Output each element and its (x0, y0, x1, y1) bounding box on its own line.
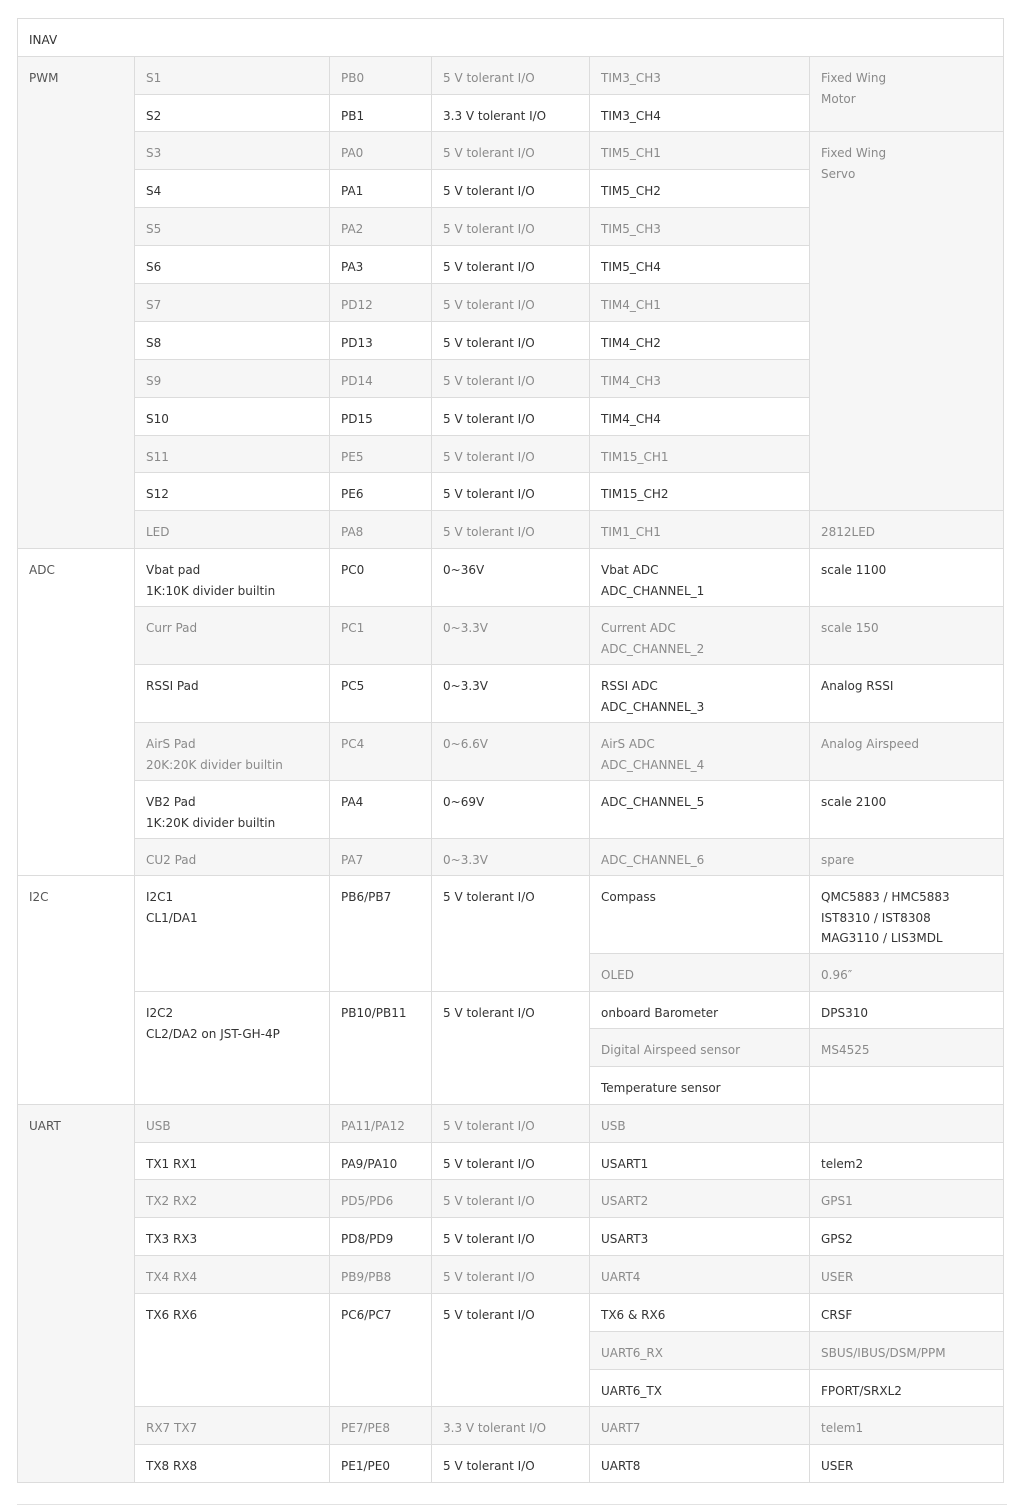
pad-text: Vbat pad (146, 563, 201, 577)
pad-text: CL1/DA1 (146, 910, 198, 925)
range-cell: 0~36V (432, 549, 590, 607)
device-cell: Temperature sensor (590, 1067, 810, 1105)
pad-cell: TX3 RX3 (135, 1218, 330, 1256)
pad-text: Curr Pad (146, 621, 198, 635)
range-cell: 0~3.3V (432, 607, 590, 665)
pad-cell: S4 (135, 170, 330, 208)
use-text: Servo (821, 166, 856, 181)
pad-text: CU2 Pad (146, 853, 197, 867)
pad-text: AirS Pad (146, 737, 196, 751)
channel-text: ADC_CHANNEL_2 (601, 641, 705, 656)
timer-cell: TIM4_CH4 (590, 398, 810, 436)
pad-cell: S5 (135, 208, 330, 246)
channel-text: ADC_CHANNEL_3 (601, 699, 705, 714)
port-cell: UART6_TX (590, 1370, 810, 1407)
pad-cell (135, 665, 330, 723)
pad-cell: TX8 RX8 (135, 1445, 330, 1483)
table-row (18, 992, 1004, 1029)
io-cell: 5 V tolerant I/O (432, 436, 590, 473)
timer-cell: TIM15_CH1 (590, 436, 810, 473)
pin-cell: PB1 (330, 95, 432, 132)
pad-cell (135, 876, 330, 992)
io-cell: 5 V tolerant I/O (432, 511, 590, 549)
pin-cell: PA4 (330, 781, 432, 839)
port-cell: UART8 (590, 1445, 810, 1483)
pad-cell: RX7 TX7 (135, 1407, 330, 1445)
part-text: MAG3110 / LIS3MDL (821, 931, 943, 945)
pad-cell: S8 (135, 322, 330, 360)
range-cell: 0~69V (432, 781, 590, 839)
table-row (18, 1105, 1004, 1143)
pin-cell: PE1/PE0 (330, 1445, 432, 1483)
pad-cell: USB (135, 1105, 330, 1143)
io-cell: 3.3 V tolerant I/O (432, 1407, 590, 1445)
io-cell: 5 V tolerant I/O (432, 57, 590, 95)
pad-cell (135, 549, 330, 607)
pad-cell (135, 839, 330, 876)
use-cell: scale 150 (810, 607, 1004, 665)
use-cell-servo (810, 132, 1004, 511)
io-cell: 5 V tolerant I/O (432, 876, 590, 992)
use-text: Fixed Wing (821, 71, 887, 85)
pad-cell: S11 (135, 436, 330, 473)
timer-cell: TIM1_CH1 (590, 511, 810, 549)
pad-text: 1K:20K divider builtin (146, 815, 276, 830)
table-row (18, 723, 1004, 781)
table-row (18, 1256, 1004, 1294)
pad-cell: S12 (135, 473, 330, 511)
timer-cell: TIM5_CH1 (590, 132, 810, 170)
channel-cell (590, 549, 810, 607)
pad-text: RSSI Pad (146, 679, 199, 693)
use-text: Motor (821, 91, 856, 106)
use-cell: GPS1 (810, 1180, 1004, 1218)
io-cell: 5 V tolerant I/O (432, 1294, 590, 1407)
use-cell: Analog RSSI (810, 665, 1004, 723)
pin-cell: PC1 (330, 607, 432, 665)
io-cell: 3.3 V tolerant I/O (432, 95, 590, 132)
table-row (18, 876, 1004, 954)
pin-cell: PB10/PB11 (330, 992, 432, 1105)
io-cell: 5 V tolerant I/O (432, 132, 590, 170)
use-cell: 2812LED (810, 511, 1004, 549)
pin-cell: PA3 (330, 246, 432, 284)
timer-cell: TIM4_CH3 (590, 360, 810, 398)
part-cell (810, 876, 1004, 954)
pin-cell: PB0 (330, 57, 432, 95)
channel-text: ADC_CHANNEL_1 (601, 583, 705, 598)
pin-cell: PD8/PD9 (330, 1218, 432, 1256)
group-label-i2c: I2C (18, 876, 135, 1105)
device-cell: onboard Barometer (590, 992, 810, 1029)
table-row (18, 1445, 1004, 1483)
pad-cell (135, 781, 330, 839)
table-row (18, 1143, 1004, 1180)
pad-cell: LED (135, 511, 330, 549)
channel-text: AirS ADC (601, 737, 655, 751)
table-row (18, 1180, 1004, 1218)
use-cell: scale 1100 (810, 549, 1004, 607)
pin-cell: PE7/PE8 (330, 1407, 432, 1445)
pin-cell: PA8 (330, 511, 432, 549)
pad-cell (135, 723, 330, 781)
channel-cell (590, 665, 810, 723)
table-row (18, 607, 1004, 665)
io-cell: 5 V tolerant I/O (432, 473, 590, 511)
pin-cell: PD14 (330, 360, 432, 398)
timer-cell: TIM5_CH2 (590, 170, 810, 208)
pad-text: 20K:20K divider builtin (146, 757, 283, 772)
io-cell: 5 V tolerant I/O (432, 1180, 590, 1218)
port-cell: UART4 (590, 1256, 810, 1294)
port-cell: UART6_RX (590, 1332, 810, 1370)
channel-cell (590, 781, 810, 839)
table-row (18, 57, 1004, 95)
use-cell: USER (810, 1256, 1004, 1294)
table-row (18, 1294, 1004, 1332)
group-label-pwm: PWM (18, 57, 135, 549)
pin-cell: PC6/PC7 (330, 1294, 432, 1407)
io-cell: 5 V tolerant I/O (432, 1105, 590, 1143)
device-cell: OLED (590, 954, 810, 992)
part-cell (810, 1067, 1004, 1105)
port-cell: TX6 & RX6 (590, 1294, 810, 1332)
pin-cell: PA2 (330, 208, 432, 246)
part-cell: MS4525 (810, 1029, 1004, 1067)
pin-mapping-table (17, 18, 1004, 1483)
pin-cell: PD15 (330, 398, 432, 436)
port-cell: USB (590, 1105, 810, 1143)
pin-cell: PD5/PD6 (330, 1180, 432, 1218)
table-row (18, 839, 1004, 876)
group-label-adc: ADC (18, 549, 135, 876)
pad-text: 1K:10K divider builtin (146, 583, 276, 598)
timer-cell: TIM5_CH3 (590, 208, 810, 246)
port-cell: USART1 (590, 1143, 810, 1180)
table-row (18, 1407, 1004, 1445)
pad-cell: S6 (135, 246, 330, 284)
timer-cell: TIM4_CH1 (590, 284, 810, 322)
pad-cell: TX4 RX4 (135, 1256, 330, 1294)
timer-cell: TIM4_CH2 (590, 322, 810, 360)
io-cell: 5 V tolerant I/O (432, 1256, 590, 1294)
pin-cell: PA9/PA10 (330, 1143, 432, 1180)
io-cell: 5 V tolerant I/O (432, 1445, 590, 1483)
use-cell-motor (810, 57, 1004, 132)
use-cell: telem2 (810, 1143, 1004, 1180)
pad-text: I2C1 (146, 890, 174, 904)
io-cell: 5 V tolerant I/O (432, 1143, 590, 1180)
pad-text: I2C2 (146, 1006, 174, 1020)
pad-cell: S2 (135, 95, 330, 132)
use-cell: Analog Airspeed (810, 723, 1004, 781)
timer-cell: TIM3_CH3 (590, 57, 810, 95)
pin-cell: PA1 (330, 170, 432, 208)
pad-cell (135, 992, 330, 1105)
pad-text: CL2/DA2 on JST-GH-4P (146, 1026, 280, 1041)
range-cell: 0~3.3V (432, 839, 590, 876)
pad-cell: S9 (135, 360, 330, 398)
pad-cell: TX2 RX2 (135, 1180, 330, 1218)
table-row (18, 132, 1004, 170)
channel-cell (590, 723, 810, 781)
timer-cell: TIM3_CH4 (590, 95, 810, 132)
part-text: QMC5883 / HMC5883 (821, 890, 950, 904)
pin-cell: PC4 (330, 723, 432, 781)
pin-table-frame (17, 18, 1003, 1483)
pin-cell: PA0 (330, 132, 432, 170)
use-cell: SBUS/IBUS/DSM/PPM (810, 1332, 1004, 1370)
table-row (18, 665, 1004, 723)
pad-cell: S10 (135, 398, 330, 436)
use-text: Fixed Wing (821, 146, 887, 160)
page-divider (17, 1504, 1007, 1505)
table-row (18, 549, 1004, 607)
table-row (18, 1218, 1004, 1256)
pad-cell: TX1 RX1 (135, 1143, 330, 1180)
io-cell: 5 V tolerant I/O (432, 360, 590, 398)
pin-cell: PB6/PB7 (330, 876, 432, 992)
device-cell: Digital Airspeed sensor (590, 1029, 810, 1067)
part-cell: DPS310 (810, 992, 1004, 1029)
part-cell: 0.96″ (810, 954, 1004, 992)
pad-cell (135, 607, 330, 665)
channel-text: ADC_CHANNEL_6 (601, 853, 705, 867)
channel-text: ADC_CHANNEL_5 (601, 795, 705, 809)
use-cell (810, 1105, 1004, 1143)
pin-cell: PC0 (330, 549, 432, 607)
range-cell: 0~6.6V (432, 723, 590, 781)
use-cell: FPORT/SRXL2 (810, 1370, 1004, 1407)
pin-cell: PE5 (330, 436, 432, 473)
pin-cell: PD12 (330, 284, 432, 322)
channel-text: Vbat ADC (601, 563, 659, 577)
io-cell: 5 V tolerant I/O (432, 992, 590, 1105)
io-cell: 5 V tolerant I/O (432, 170, 590, 208)
io-cell: 5 V tolerant I/O (432, 1218, 590, 1256)
pin-cell: PC5 (330, 665, 432, 723)
use-cell: GPS2 (810, 1218, 1004, 1256)
pin-cell: PA7 (330, 839, 432, 876)
use-cell: telem1 (810, 1407, 1004, 1445)
use-cell: spare (810, 839, 1004, 876)
pad-cell: S1 (135, 57, 330, 95)
io-cell: 5 V tolerant I/O (432, 246, 590, 284)
port-cell: USART3 (590, 1218, 810, 1256)
channel-text: Current ADC (601, 621, 676, 635)
pad-cell: TX6 RX6 (135, 1294, 330, 1407)
range-cell: 0~3.3V (432, 665, 590, 723)
pin-cell: PA11/PA12 (330, 1105, 432, 1143)
pin-cell: PD13 (330, 322, 432, 360)
pad-cell: S7 (135, 284, 330, 322)
timer-cell: TIM5_CH4 (590, 246, 810, 284)
pin-cell: PB9/PB8 (330, 1256, 432, 1294)
part-text: IST8310 / IST8308 (821, 910, 931, 925)
pad-text: VB2 Pad (146, 795, 196, 809)
use-cell: CRSF (810, 1294, 1004, 1332)
pad-cell: S3 (135, 132, 330, 170)
timer-cell: TIM15_CH2 (590, 473, 810, 511)
pin-cell: PE6 (330, 473, 432, 511)
io-cell: 5 V tolerant I/O (432, 322, 590, 360)
table-row (18, 511, 1004, 549)
table-title: INAV (18, 19, 1004, 57)
table-row (18, 781, 1004, 839)
port-cell: UART7 (590, 1407, 810, 1445)
use-cell: scale 2100 (810, 781, 1004, 839)
device-cell: Compass (590, 876, 810, 954)
use-cell: USER (810, 1445, 1004, 1483)
channel-text: ADC_CHANNEL_4 (601, 757, 705, 772)
group-label-uart: UART (18, 1105, 135, 1483)
channel-cell (590, 607, 810, 665)
io-cell: 5 V tolerant I/O (432, 208, 590, 246)
channel-cell (590, 839, 810, 876)
io-cell: 5 V tolerant I/O (432, 398, 590, 436)
io-cell: 5 V tolerant I/O (432, 284, 590, 322)
channel-text: RSSI ADC (601, 679, 658, 693)
port-cell: USART2 (590, 1180, 810, 1218)
